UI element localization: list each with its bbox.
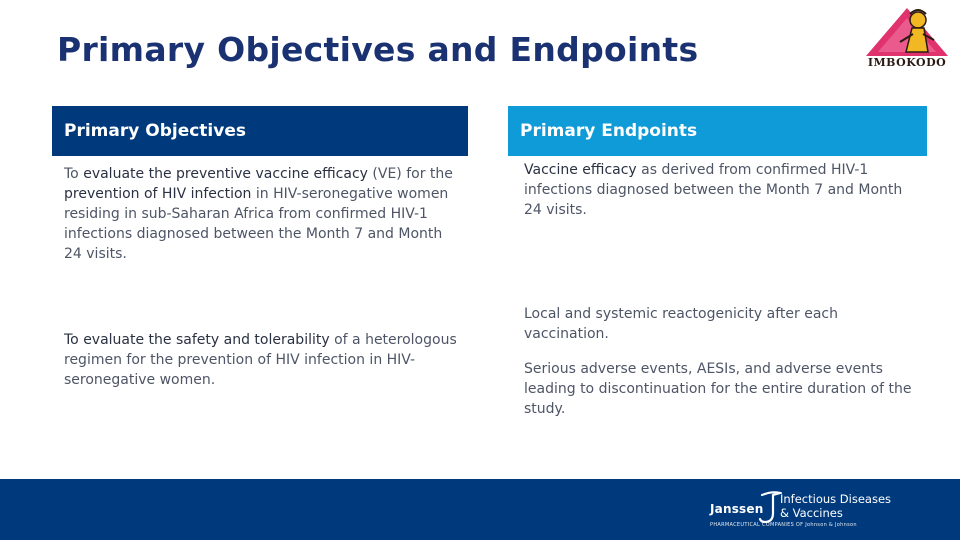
- objective-efficacy-text: To evaluate the preventive vaccine efficacy (VE) for the prevention of HIV infection in HIV-seronegative women residing in sub-Saharan Africa from confirmed HIV-1 infections diagnosed between the Month 7 and Month 24 visits.: [64, 166, 453, 262]
- endpoint-reactogenicity-text: Local and systemic reactogenicity after each vaccination.: [524, 306, 838, 342]
- janssen-wordmark: Janssen: [710, 502, 764, 516]
- endpoint-adverse-events-text: Serious adverse events, AESIs, and adverse events leading to discontinuation for the entire duration of the study.: [524, 361, 912, 417]
- imbokodo-logo-text: IMBOKODO: [867, 56, 947, 69]
- endpoints-header: Primary Endpoints: [508, 106, 927, 156]
- objective-safety-text: To evaluate the safety and tolerability of a heterologous regimen for the prevention of HIV infection in HIV-seronegative women.: [64, 332, 457, 388]
- imbokodo-emblem-icon: [864, 6, 950, 56]
- janssen-j-mark-icon: [758, 491, 782, 525]
- objectives-header: Primary Objectives: [52, 106, 468, 156]
- endpoint-efficacy-text: Vaccine efficacy as derived from confirmed HIV-1 infections diagnosed between the Month 7 and Month 24 visits.: [524, 162, 903, 218]
- janssen-subline: PHARMACEUTICAL COMPANIES OF Johnson & Johnson: [710, 522, 857, 528]
- division-name-line1: Infectious Diseases: [780, 492, 892, 506]
- division-name-line2: & Vaccines: [780, 506, 843, 520]
- slide-title: Primary Objectives and Endpoints: [57, 30, 699, 69]
- imbokodo-logo: [864, 6, 950, 72]
